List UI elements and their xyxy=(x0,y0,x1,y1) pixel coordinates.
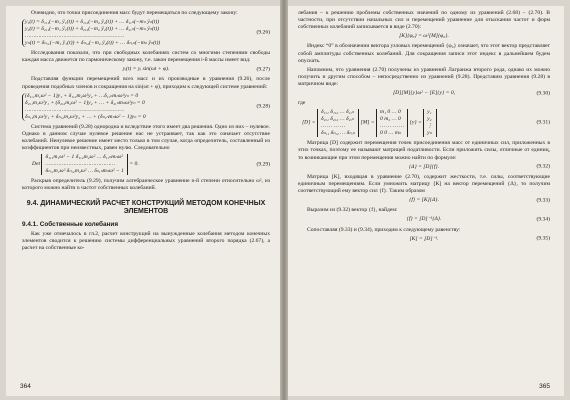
det-label: Det xyxy=(32,160,41,167)
equation-line: (δ₁,₁m₁ω² − 1)y₁ + δ₁,₂m₂ω²y₂ + …δ₁,ₙmₙω²yₙ = 0 xyxy=(25,92,139,99)
equation-line: δ₂,₁m₁ω²y₁ + (δ₂,₂m₂ω² − 1)y₂ + … + δ₂,ₙmₙω²yₙ = 0 xyxy=(25,99,145,106)
paragraph: Исследования показали, что при свободных колебаниях систем со многими степенями свободы каждая масса движется по гармоническому закону, т.е. закон перемещения i-й массы имеет вид: xyxy=(22,50,270,64)
determinant-row: δ₁,₁m₁ω² − 1 δ₁,₂m₂ω² … δ₁,ₙmₙω² xyxy=(45,154,124,161)
section-title: 9.4. ДИНАМИЧЕСКИЙ РАСЧЕТ КОНСТРУКЦИЙ МЕТОДОМ КОНЕЧНЫХ ЭЛЕМЕНТОВ xyxy=(26,200,266,216)
equation-line: …………………………………………………… xyxy=(25,33,125,40)
matrix-row: δ₁,₁ δ₁,₂ … δ₁,ₙ xyxy=(320,109,355,116)
paragraph: лебания – к решению проблемы собственных значений по одному из уравнений (2.68) – (2.70). В частности, при отсутствии начальных сил и перемещений уравнение для отыскания частот и форм собственных колебаний записывается в виде (2.70): xyxy=(298,10,550,31)
equation-9-33: {f} = [K]{Δ}. (9.33) xyxy=(409,197,550,204)
equation-eigen: [K]{φ₀} = ω²[M]{φ₀}. xyxy=(399,33,449,40)
paragraph: Напомним, что уравнения (2.70) получены из уравнений Лагранжа второго рода, однако их можно получить и другим способом – непосредственно из уравнений (9.28). Представим уравнения (9.28) в матричном виде: xyxy=(298,66,550,87)
equation-number: (9.30) xyxy=(536,90,550,97)
equation-9-30: [D][M]{y}ω² − [E]{y} = 0, (9.30) xyxy=(392,90,550,97)
equation-line: δₙ,₁m₁ω²y₁ + δₙ,₂m₂ω²y₂ + … + (δₙ,ₙmₙω² − 1)yₙ = 0 xyxy=(25,113,146,120)
equation-line: …………………………………………………… xyxy=(25,106,125,113)
paragraph: Подставляя функции перемещений всех масс и их производные в уравнения (9.26), после проведения подобных членов и сокращения на sin(ωt + φ), приходим к следующей системе уравнений: xyxy=(22,76,270,90)
page-number: 365 xyxy=(539,383,550,390)
matrix-row: … … … … xyxy=(320,123,346,130)
d-matrix-label: [D] = xyxy=(302,119,316,126)
paragraph: Система уравнений (9.28) однородна и вследствие этого имеет два решения. Одно из них – нулевое. Однако в данном случае нулевое решение нас не устраивает, так как это означает отсутствие колебаний. Ненулевое решение имеет место только в том случае, когда определитель, составленный из коэффициентов при неизвестных, равен нулю. Следовательно xyxy=(22,123,270,151)
matrix-row: 0 0 … mₙ xyxy=(380,130,402,137)
matrix-row: δ₂,₁ δ₂,₂ … δ₂,ₙ xyxy=(320,116,355,123)
matrix-row: m₁ 0 … 0 xyxy=(380,109,401,116)
paragraph: Сопоставляя (9.33) и (9.34), приходим к следующему равенству: xyxy=(307,226,461,233)
equation-line: y₁(t) = δ₁,₁(−m₁ ÿ₁(t)) + δ₁,₂(−m₂ ÿ₂(t)) + … δ₁,ₙ(−mₙ ÿₙ(t)) xyxy=(25,19,160,26)
equation-9-34: {f} = [D]⁻¹{Δ}. (9.34) xyxy=(406,216,550,223)
matrix-row: 0 m₂ … 0 xyxy=(380,116,401,123)
paragraph: Индекс “0” в обозначении вектора узловых перемещений {φ₀} означает, что этот вектор представляет собой амплитуды собственных колебаний. Для сокращения записи этот индекс в дальнейшем будем опускать. xyxy=(298,43,550,64)
equation-9-32: {Δ} = [D]{f}. (9.32) xyxy=(408,163,550,170)
equation-number: (9.31) xyxy=(536,119,550,126)
right-page xyxy=(288,6,564,396)
equation-9-28 xyxy=(22,93,270,121)
paragraph: Матрица [D] содержит перемещения точек присоединения масс от единичных сил, приложенных в этих точках, поэтому ее называют матрицей податливости. Если приложить силы, отличные от единиц, то возникающие при этом перемещения можно найти по формуле: xyxy=(298,140,550,161)
where-label: где xyxy=(298,100,306,107)
equation-number: (9.35) xyxy=(536,235,550,242)
determinant-row: …………………………………… xyxy=(45,161,116,168)
book-gutter xyxy=(280,0,288,400)
paragraph: Очевидно, что точки присоединения масс будут перемещаться по следующему закону: xyxy=(31,10,238,16)
equation-number: (9.28) xyxy=(256,103,270,110)
matrix-row: δₙ,₁ δₙ,₂ … δₙ,ₙ xyxy=(320,130,356,137)
m-matrix xyxy=(376,109,408,137)
equation-9-27: yᵢ(t) = yᵢ sin(ωt + φ). (9.27) xyxy=(122,66,270,73)
equation-number: (9.27) xyxy=(256,66,270,73)
equation-number: (9.26) xyxy=(256,29,270,36)
equation-9-35: [K] = [D]⁻¹. (9.35) xyxy=(409,235,550,242)
equation-number: (9.29) xyxy=(256,160,270,167)
matrix-row: … … … … xyxy=(380,123,405,130)
equation-line: y₂(t) = δ₂,₁(−m₁ ÿ₁(t)) + δ₂,₂(−m₂ ÿ₂(t)) + … δ₂,ₙ(−mₙ ÿₙ(t)) xyxy=(25,26,160,33)
equation-9-31 xyxy=(298,109,550,137)
equation-number: (9.32) xyxy=(536,163,550,170)
left-page xyxy=(6,6,280,396)
paragraph: Матрица [K], входящая в уравнение (2.70), содержит жесткости, т.е. силы, соответствующие единичным перемещениям. Если умножить матрицу [K] на вектор перемещений {Δ}, то получим соответствующий ему вектор сил {f}. Таким образом xyxy=(298,173,550,195)
page-number: 364 xyxy=(20,383,31,390)
equation-9-26 xyxy=(22,19,270,47)
paragraph: Раскрыв определитель (9.29), получим алгебраическое уравнение n-й степени относительно ω², из которого можно найти n частот собственных колебаний. xyxy=(22,178,270,192)
d-matrix xyxy=(317,109,359,137)
equation-number: (9.33) xyxy=(536,197,550,204)
paragraph: Выразим из (9.32) вектор {f}, найдем: xyxy=(307,207,398,214)
subsection-title: 9.4.1. Собственные колебания xyxy=(22,220,119,228)
equation-line: yₙ(t) = δₙ,₁(−m₁ ÿ₁(t)) + δₙ,₂(−m₂ ÿ₂(t)) + … δₙ,ₙ(−mₙ ÿₙ(t)) xyxy=(25,40,161,47)
y-vector-label: {y} = xyxy=(409,119,422,126)
paragraph: Как уже отмечалось в гл.2, расчет конструкций на вынужденные колебания методом конечных элементов сводится к решению системы дифференциальных уравнений второго порядка (2.67), а расчет на собственные ко- xyxy=(22,230,270,251)
equation-number: (9.34) xyxy=(536,216,550,223)
y-vector: y₁ y₂ ⋮ yₙ xyxy=(423,109,437,137)
determinant-row: δₙ,₁m₁ω² δₙ,₂m₂ω² … δₙ,ₙmₙω² − 1 xyxy=(45,168,124,175)
equation-9-29: Det δ₁,₁m₁ω² − 1 δ₁,₂m₂ω² … δ₁,ₙmₙω² …………………………………… δₙ,₁m₁ω² δₙ,₂m₂ω² … δₙ,ₙmₙω² − 1 = 0. (9.29) xyxy=(32,154,270,175)
m-matrix-label: [M] = xyxy=(360,119,375,126)
